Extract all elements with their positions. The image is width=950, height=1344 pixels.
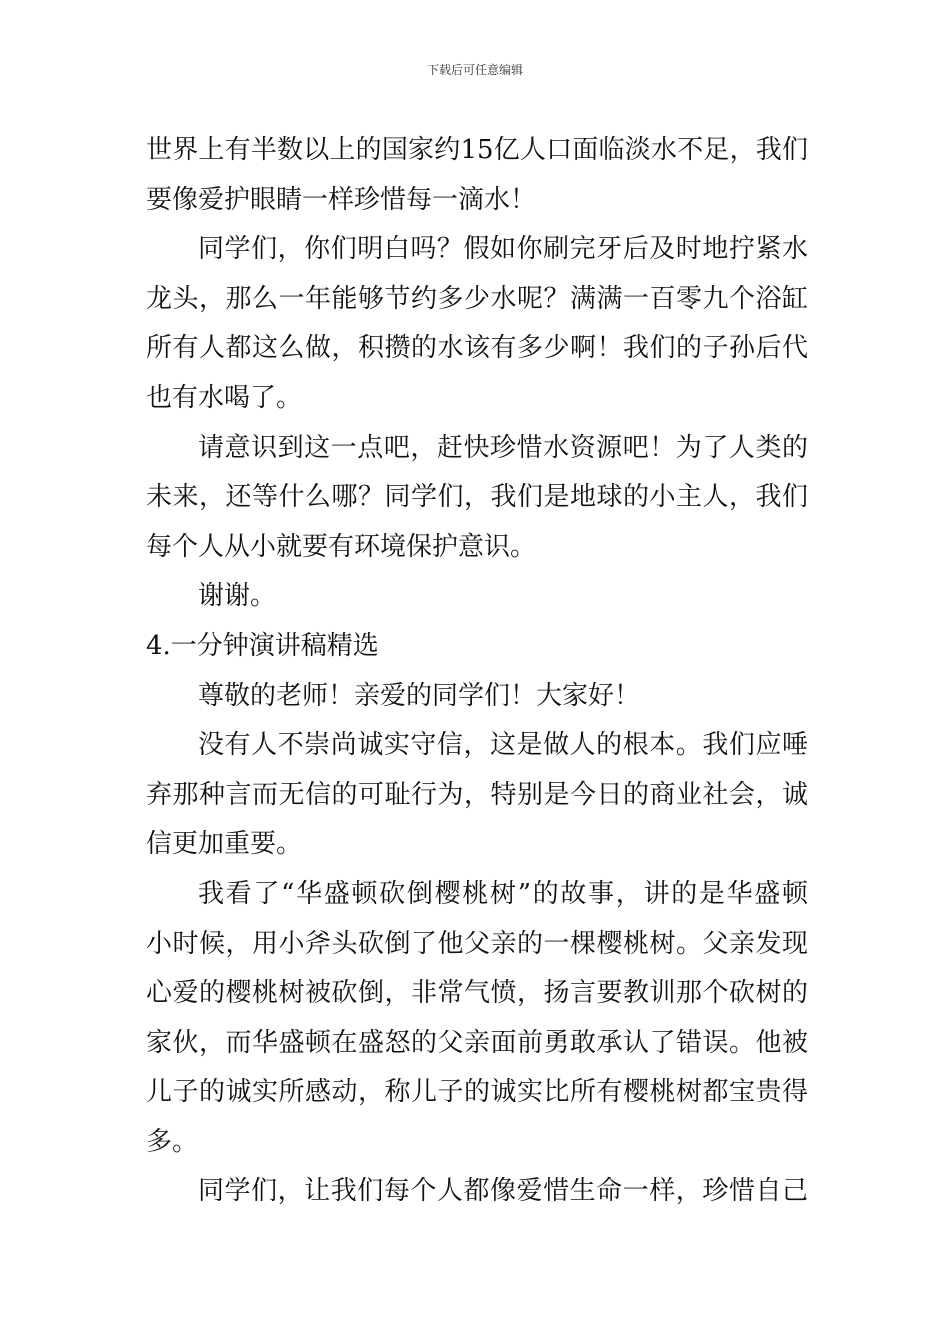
text-line: 世界上有半数以上的国家约15亿人口面临淡水不足，我们 bbox=[146, 135, 808, 165]
paragraph-first-line: 同学们，你们明白吗？假如你刷完牙后及时地拧紧水 bbox=[198, 234, 808, 265]
text-line: 所有人都这么做，积攒的水该有多少啊！我们的子孙后代 bbox=[146, 333, 808, 364]
text-line: 多。 bbox=[146, 1126, 199, 1157]
text-line: 龙头，那么一年能够节约多少水呢？满满一百零九个浴缸 bbox=[146, 283, 808, 314]
text-line: 弃那种言而无信的可耻行为，特别是今日的商业社会，诚 bbox=[146, 779, 808, 810]
paragraph-first-line: 我看了“华盛顿砍倒樱桃树”的故事，讲的是华盛顿 bbox=[198, 878, 808, 909]
text-line: 要像爱护眼睛一样珍惜每一滴水！ bbox=[146, 184, 537, 215]
text-line: 儿子的诚实所感动，称儿子的诚实比所有樱桃树都宝贵得 bbox=[146, 1077, 808, 1108]
paragraph-first-line: 请意识到这一点吧，赶快珍惜水资源吧！为了人类的 bbox=[198, 432, 808, 463]
text-line: 信更加重要。 bbox=[146, 829, 303, 860]
page-header: 下载后可任意编辑 bbox=[426, 63, 523, 77]
text-line: 小时候，用小斧头砍倒了他父亲的一棵樱桃树。父亲发现 bbox=[146, 928, 808, 959]
text-line: 家伙，而华盛顿在盛怒的父亲面前勇敢承认了错误。他被 bbox=[146, 1027, 808, 1058]
document-body bbox=[146, 126, 808, 1217]
text-line: 心爱的樱桃树被砍倒，非常气愤，扬言要教训那个砍树的 bbox=[146, 978, 808, 1009]
paragraph-first-line: 没有人不崇尚诚实守信，这是做人的根本。我们应唾 bbox=[198, 730, 808, 761]
text-line: 也有水喝了。 bbox=[146, 382, 303, 413]
paragraph-first-line: 同学们，让我们每个人都像爱惜生命一样，珍惜自己 bbox=[198, 1176, 808, 1207]
section-heading: 4.一分钟演讲稿精选 bbox=[146, 630, 379, 661]
text-line: 未来，还等什么哪？同学们，我们是地球的小主人，我们 bbox=[146, 482, 808, 513]
salutation: 尊敬的老师！亲爱的同学们！大家好！ bbox=[198, 680, 641, 711]
text-line: 每个人从小就要有环境保护意识。 bbox=[146, 531, 537, 562]
paragraph-first-line: 谢谢。 bbox=[198, 581, 277, 612]
